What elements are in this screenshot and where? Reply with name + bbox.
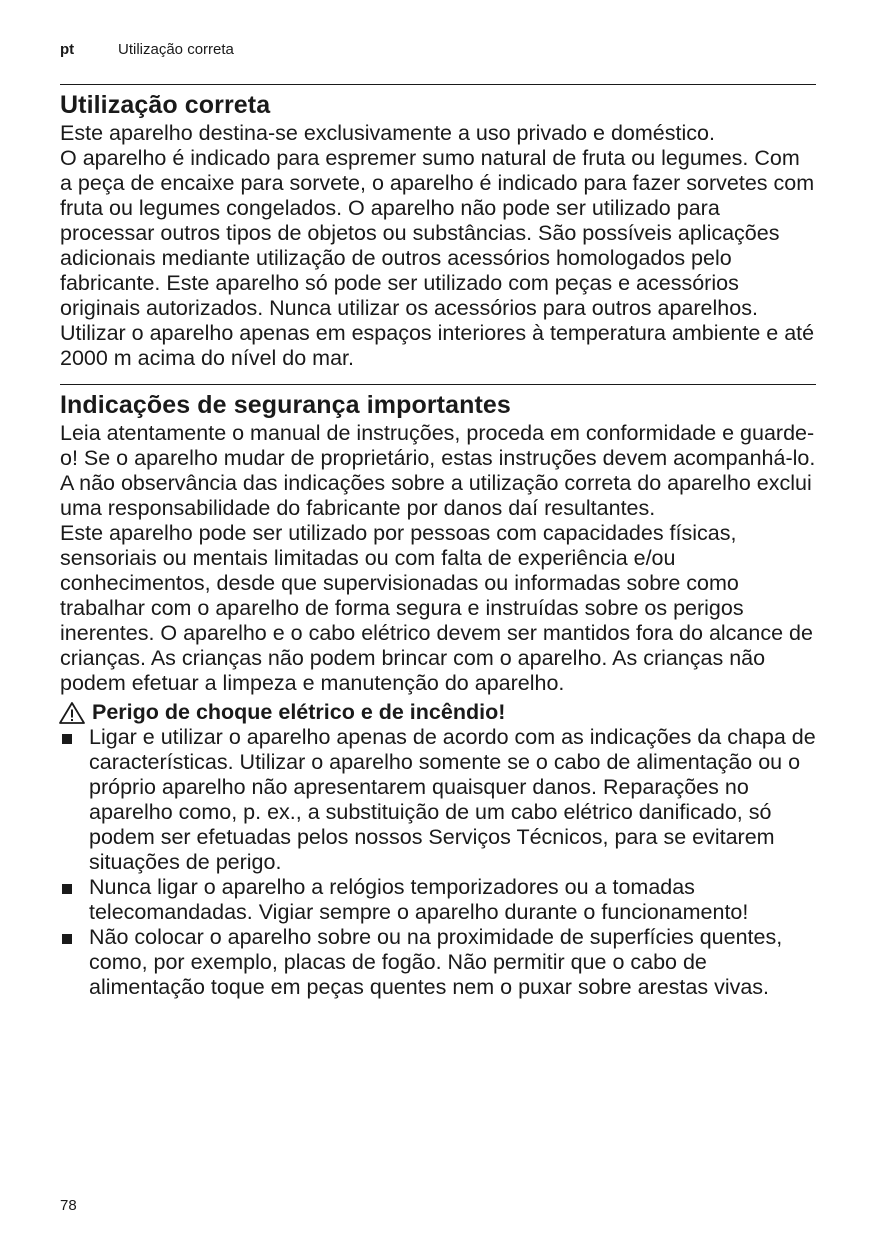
running-header <box>60 40 816 60</box>
section-safety <box>60 389 816 1000</box>
paragraph: O aparelho é indicado para espremer sumo natural de fruta ou legumes. Com a peça de encaixe para sorvete, o aparelho é indicado para fazer sorvetes com fruta ou legumes congelados. O aparelho não pode ser utilizado para processar outros tipos de objetos ou substâncias. São possíveis aplicações adicionais mediante utilização de outros acessórios homologados pelo fabricante. Este aparelho só pode ser utilizado com peças e acessórios originais autorizados. Nunca utilizar os acessórios para outros aparelhos. Utilizar o aparelho apenas em espaços interiores à temperatura ambiente e até 2000 m acima do nível do mar. <box>60 146 815 370</box>
paragraph: Este aparelho destina-se exclusivamente a uso privado e doméstico. <box>60 121 715 145</box>
bullet-list <box>60 725 816 1000</box>
language-code: pt <box>60 41 75 58</box>
paragraph: Leia atentamente o manual de instruções, proceda em conformidade e guarde-o! Se o aparelho mudar de proprietário, estas instruções devem acompanhá-lo. A não observância das indicações sobre a utilização correta do aparelho exclui uma responsabilidade do fabricante por danos daí resultantes. <box>60 421 816 520</box>
bullet-square-icon <box>62 884 72 894</box>
page-number: 78 <box>60 1197 77 1214</box>
list-item-text: Nunca ligar o aparelho a relógios temporizadores ou a tomadas telecomandadas. Vigiar sempre o aparelho durante o funcionamento! <box>89 875 749 924</box>
list-item-text: Ligar e utilizar o aparelho apenas de acordo com as indicações da chapa de características. Utilizar o aparelho somente se o cabo de alimentação ou o próprio aparelho não apresentarem quaisquer danos. Reparações no aparelho como, p. ex., a substituição de um cabo elétrico danificado, só podem ser efetuadas pelos nossos Serviços Técnicos, para se evitarem situações de perigo. <box>89 725 816 874</box>
warning-triangle-icon <box>58 701 86 725</box>
paragraph: Este aparelho pode ser utilizado por pessoas com capacidades físicas, sensoriais ou mentais limitadas ou com falta de experiência e/ou conhecimentos, desde que supervisionadas ou informadas sobre como trabalhar com o aparelho de forma segura e instruídas sobre os perigos inerentes. O aparelho e o cabo elétrico devem ser mantidos fora do alcance de crianças. As crianças não podem brincar com o aparelho. As crianças não podem efetuar a limpeza e manutenção do aparelho. <box>60 521 813 695</box>
list-item <box>60 725 816 875</box>
bullet-square-icon <box>62 934 72 944</box>
divider <box>60 84 816 85</box>
section-intended-use <box>60 89 816 371</box>
list-item <box>60 925 816 1000</box>
divider <box>60 384 816 385</box>
list-item <box>60 875 816 925</box>
warning-text: Perigo de choque elétrico e de incêndio! <box>92 700 506 724</box>
document-page <box>60 40 816 1000</box>
running-section-title: Utilização correta <box>118 41 234 58</box>
bullet-square-icon <box>62 734 72 744</box>
list-item-text: Não colocar o aparelho sobre ou na proximidade de superfícies quentes, como, por exemplo, placas de fogão. Não permitir que o cabo de alimentação toque em peças quentes nem o puxar sobre arestas vivas. <box>89 925 783 999</box>
section-heading: Indicações de segurança importantes <box>60 391 511 419</box>
section-heading: Utilização correta <box>60 91 271 119</box>
warning-heading <box>60 700 816 725</box>
